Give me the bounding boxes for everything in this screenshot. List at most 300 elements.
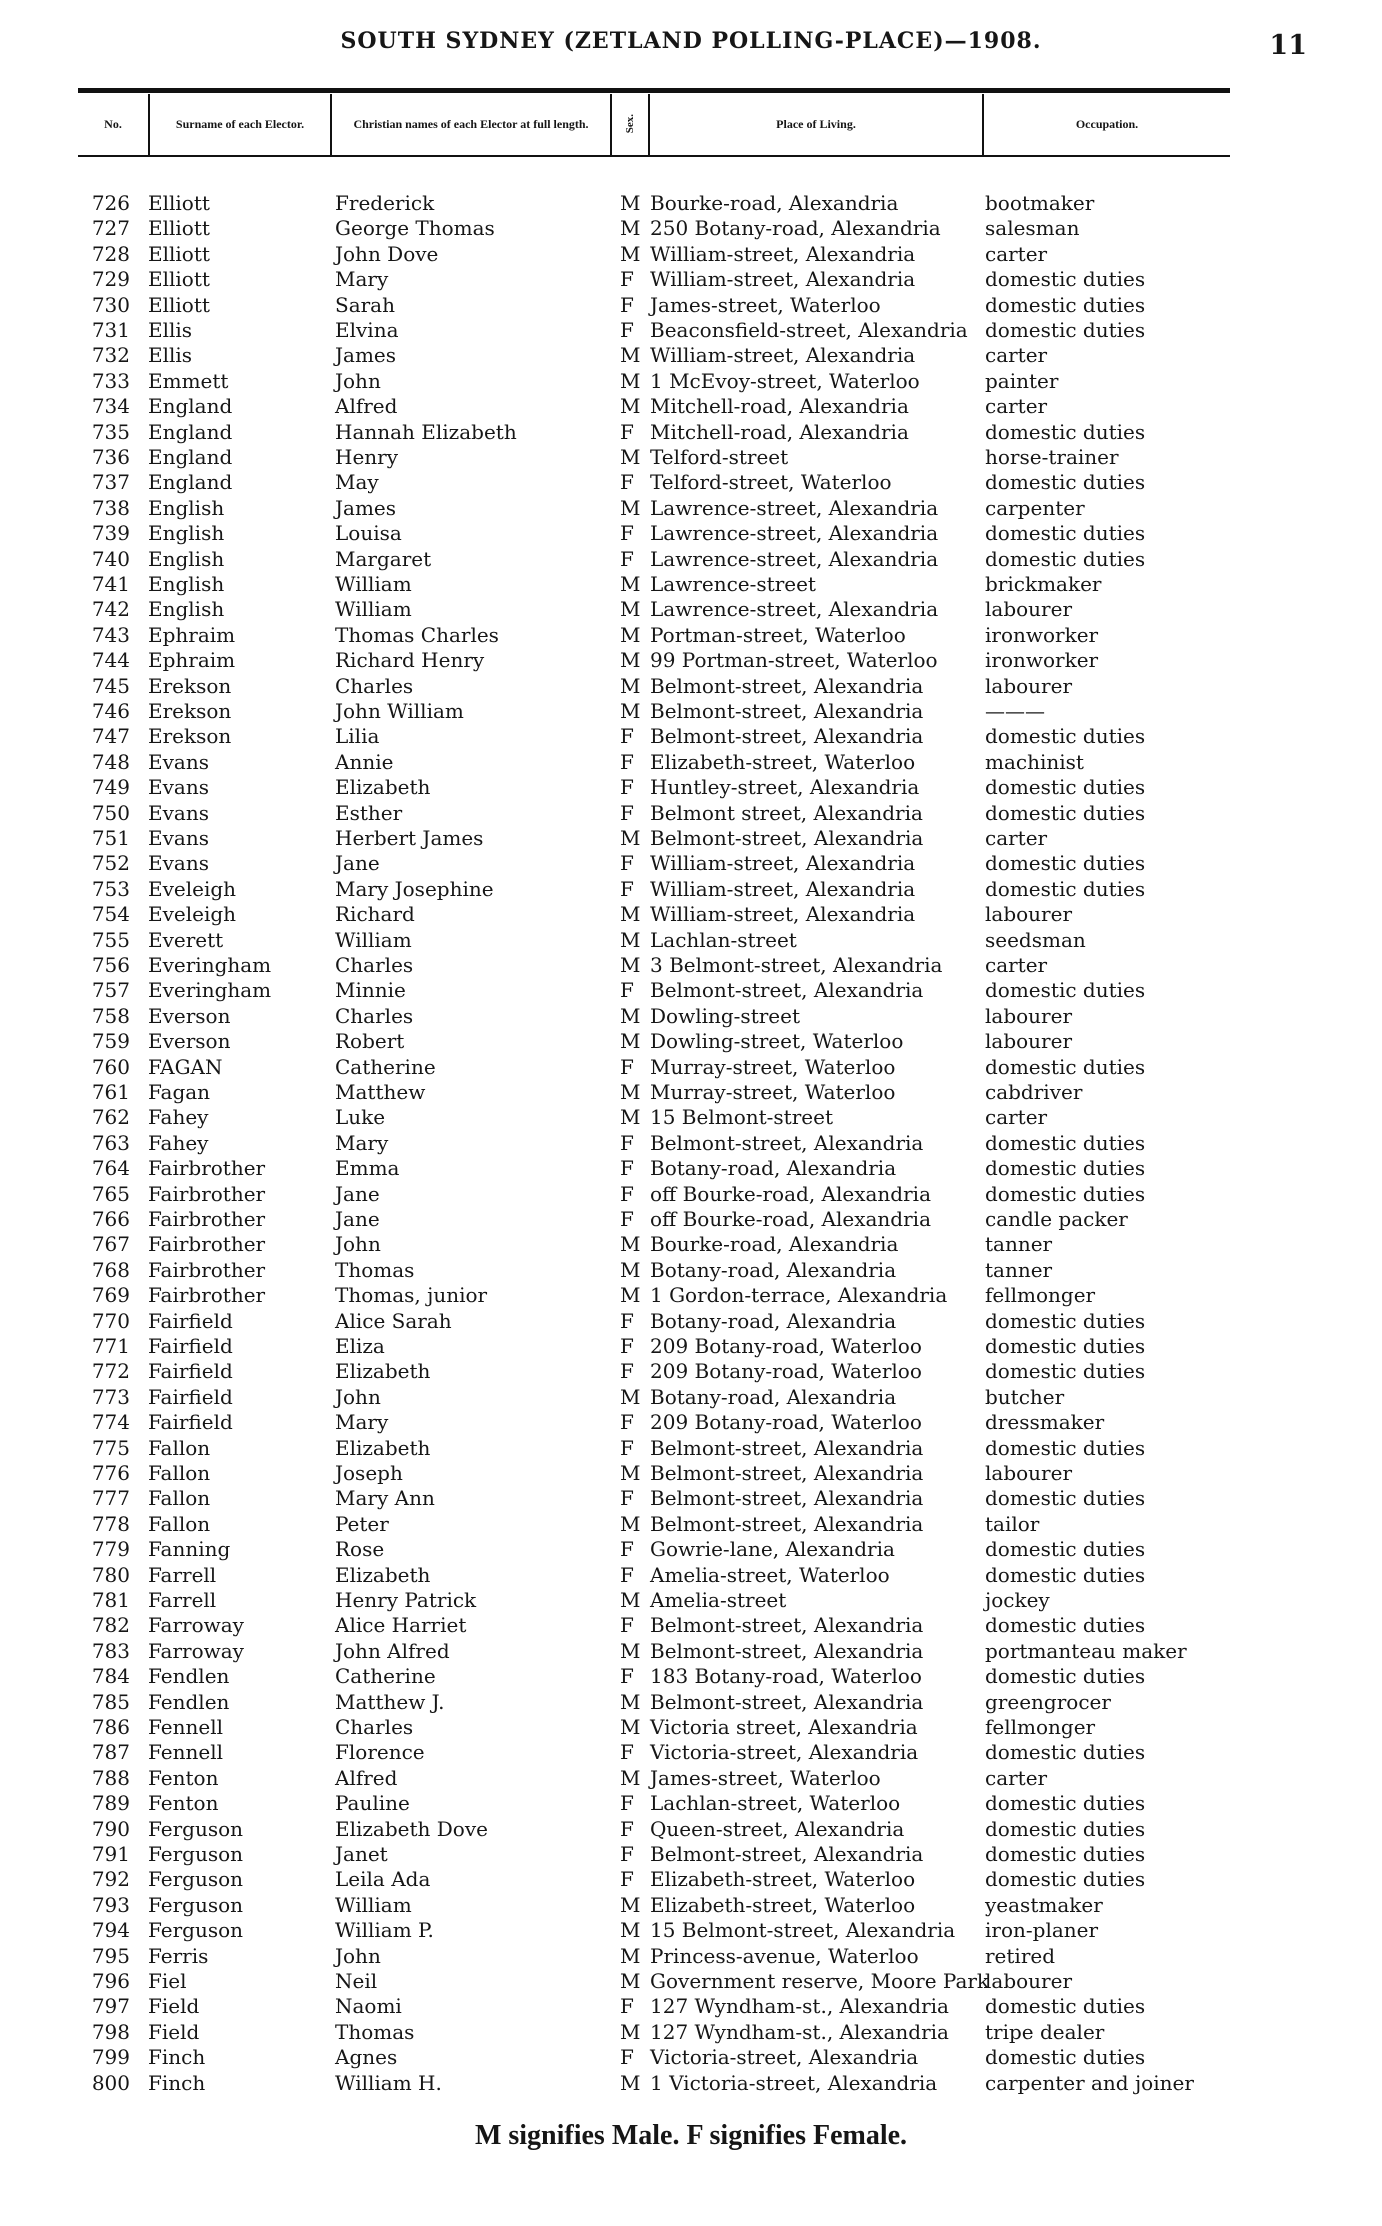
elector-sex: F	[620, 851, 634, 876]
elector-occupation: domestic duties	[985, 1994, 1146, 2019]
elector-place-of-living: Belmont-street, Alexandria	[650, 1435, 924, 1460]
elector-number: 739	[91, 521, 130, 546]
elector-christian-names: Richard	[335, 902, 415, 927]
elector-surname: Fallon	[148, 1461, 211, 1485]
elector-surname: Finch	[148, 2045, 206, 2070]
table-row	[0, 1893, 1382, 1918]
elector-occupation: domestic duties	[985, 1486, 1146, 1511]
elector-sex: F	[620, 267, 634, 292]
elector-place-of-living: Belmont-street, Alexandria	[650, 826, 924, 850]
elector-number: 788	[91, 1765, 130, 1790]
elector-number: 749	[91, 775, 130, 800]
column-header-christian-names: Christian names of each Elector at full length.	[353, 116, 589, 131]
elector-occupation: domestic duties	[985, 521, 1146, 546]
page-header	[0, 22, 1382, 62]
table-row	[0, 1258, 1382, 1283]
elector-place-of-living: Elizabeth-street, Waterloo	[650, 1867, 916, 1892]
elector-surname: Erekson	[148, 724, 232, 749]
elector-sex: M	[620, 1283, 641, 1308]
elector-number: 787	[91, 1740, 130, 1765]
elector-occupation: domestic duties	[985, 1181, 1146, 1206]
elector-surname: Fairbrother	[148, 1257, 266, 1282]
elector-occupation: carter	[985, 241, 1048, 266]
elector-occupation: candle packer	[985, 1207, 1128, 1231]
elector-surname: Elliott	[148, 241, 210, 266]
elector-sex: M	[620, 597, 641, 622]
elector-number: 791	[91, 1842, 130, 1866]
elector-place-of-living: Bourke-road, Alexandria	[650, 191, 899, 215]
elector-place-of-living: Lawrence-street, Alexandria	[650, 597, 939, 622]
elector-occupation: labourer	[985, 597, 1073, 622]
elector-sex: M	[620, 902, 641, 927]
elector-sex: M	[620, 1638, 641, 1663]
table-row	[0, 1613, 1382, 1638]
elector-christian-names: Louisa	[335, 521, 402, 546]
table-row	[0, 953, 1382, 978]
elector-place-of-living: William-street, Alexandria	[650, 267, 916, 292]
table-row	[0, 1334, 1382, 1359]
elector-number: 765	[91, 1181, 130, 1206]
elector-surname: Ferguson	[148, 1918, 244, 1943]
table-row	[0, 724, 1382, 749]
elector-occupation: jockey	[985, 1588, 1050, 1612]
elector-number: 755	[91, 927, 130, 952]
table-row	[0, 877, 1382, 902]
elector-place-of-living: William-street, Alexandria	[650, 241, 916, 266]
elector-place-of-living: 1 Victoria-street, Alexandria	[650, 2070, 938, 2095]
elector-surname: Fairfield	[148, 1308, 233, 1333]
table-row	[0, 1131, 1382, 1156]
elector-sex: F	[620, 1740, 634, 1765]
table-row	[0, 1029, 1382, 1054]
elector-sex: F	[620, 1816, 634, 1841]
elector-occupation: domestic duties	[985, 318, 1146, 342]
elector-christian-names: John	[335, 1943, 381, 1968]
elector-occupation: domestic duties	[985, 1435, 1146, 1460]
table-row	[0, 1410, 1382, 1435]
elector-occupation: tanner	[985, 1257, 1053, 1282]
elector-christian-names: Naomi	[335, 1994, 402, 2019]
elector-christian-names: Leila Ada	[335, 1867, 431, 1892]
table-row	[0, 928, 1382, 953]
elector-sex: M	[620, 953, 641, 977]
elector-occupation: domestic duties	[985, 800, 1146, 825]
elector-surname: English	[148, 521, 225, 546]
elector-number: 743	[91, 622, 130, 647]
elector-number: 759	[91, 1029, 130, 1054]
elector-place-of-living: Belmont-street, Alexandria	[650, 673, 924, 698]
elector-number: 770	[91, 1308, 130, 1333]
elector-surname: Fennell	[148, 1715, 224, 1739]
table-row	[0, 420, 1382, 445]
table-row	[0, 1156, 1382, 1181]
elector-number: 732	[91, 343, 130, 368]
table-row	[0, 343, 1382, 368]
elector-place-of-living: Belmont-street, Alexandria	[650, 978, 924, 1003]
elector-surname: England	[148, 470, 233, 495]
elector-number: 746	[91, 699, 130, 723]
elector-place-of-living: 183 Botany-road, Waterloo	[650, 1664, 922, 1689]
elector-christian-names: John	[335, 1384, 381, 1409]
table-row	[0, 1563, 1382, 1588]
elector-place-of-living: Belmont-street, Alexandria	[650, 1130, 924, 1155]
elector-occupation: domestic duties	[985, 851, 1146, 876]
elector-place-of-living: Telford-street	[650, 445, 789, 469]
elector-surname: English	[148, 597, 225, 622]
elector-occupation: domestic duties	[985, 1664, 1146, 1689]
elector-sex: M	[620, 1461, 641, 1485]
elector-surname: Finch	[148, 2070, 206, 2095]
elector-sex: F	[620, 1664, 634, 1689]
elector-christian-names: Catherine	[335, 1054, 436, 1079]
elector-number: 730	[91, 292, 130, 317]
elector-surname: Ferguson	[148, 1816, 244, 1841]
elector-number: 793	[91, 1892, 130, 1917]
table-row	[0, 826, 1382, 851]
elector-place-of-living: Beaconsfield-street, Alexandria	[650, 318, 968, 342]
elector-place-of-living: Queen-street, Alexandria	[650, 1816, 905, 1841]
elector-place-of-living: William-street, Alexandria	[650, 902, 916, 927]
table-row	[0, 623, 1382, 648]
elector-sex: M	[620, 445, 641, 469]
elector-sex: M	[620, 1384, 641, 1409]
elector-sex: F	[620, 1130, 634, 1155]
elector-place-of-living: Portman-street, Waterloo	[650, 622, 906, 647]
elector-christian-names: Mary	[335, 1410, 389, 1435]
table-row	[0, 445, 1382, 470]
elector-occupation: bootmaker	[985, 191, 1095, 215]
table-row	[0, 1842, 1382, 1867]
elector-number: 799	[91, 2045, 130, 2070]
table-row	[0, 648, 1382, 673]
table-row	[0, 1817, 1382, 1842]
elector-surname: Emmett	[148, 368, 229, 393]
elector-sex: M	[620, 241, 641, 266]
elector-occupation: carter	[985, 394, 1048, 419]
elector-surname: English	[148, 572, 225, 596]
elector-surname: Fallon	[148, 1435, 211, 1460]
elector-sex: F	[620, 1410, 634, 1435]
elector-place-of-living: Lachlan-street	[650, 927, 797, 952]
elector-christian-names: Neil	[335, 1969, 378, 1993]
elector-christian-names: Agnes	[335, 2045, 398, 2070]
elector-surname: Evans	[148, 851, 209, 876]
elector-occupation: yeastmaker	[985, 1892, 1103, 1917]
elector-occupation: domestic duties	[985, 2045, 1146, 2070]
elector-surname: Farroway	[148, 1638, 244, 1663]
elector-surname: Everingham	[148, 978, 272, 1003]
elector-christian-names: Charles	[335, 673, 414, 698]
table-row	[0, 902, 1382, 927]
elector-number: 758	[91, 1003, 130, 1028]
elector-place-of-living: Mitchell-road, Alexandria	[650, 394, 909, 419]
elector-number: 783	[91, 1638, 130, 1663]
elector-surname: Fairbrother	[148, 1283, 266, 1308]
elector-occupation: domestic duties	[985, 1308, 1146, 1333]
table-row	[0, 2071, 1382, 2096]
column-header-place-of-living: Place of Living.	[776, 116, 856, 131]
elector-occupation: domestic duties	[985, 470, 1146, 495]
elector-occupation: domestic duties	[985, 1562, 1146, 1587]
column-header-occupation: Occupation.	[1075, 116, 1139, 131]
elector-place-of-living: Victoria-street, Alexandria	[650, 2045, 919, 2070]
elector-sex: M	[620, 622, 641, 647]
elector-place-of-living: William-street, Alexandria	[650, 876, 916, 901]
elector-surname: Field	[148, 2019, 200, 2044]
table-row	[0, 572, 1382, 597]
elector-place-of-living: Dowling-street, Waterloo	[650, 1029, 904, 1054]
elector-number: 781	[91, 1588, 130, 1612]
table-row	[0, 1588, 1382, 1613]
elector-number: 751	[91, 826, 130, 850]
table-row	[0, 1766, 1382, 1791]
table-row	[0, 978, 1382, 1003]
elector-christian-names: Minnie	[335, 978, 406, 1003]
elector-number: 771	[91, 1334, 130, 1358]
elector-occupation: fellmonger	[985, 1715, 1096, 1739]
elector-place-of-living: Lawrence-street, Alexandria	[650, 546, 939, 571]
elector-place-of-living: Victoria-street, Alexandria	[650, 1740, 919, 1765]
elector-place-of-living: Belmont-street, Alexandria	[650, 1613, 924, 1638]
elector-sex: M	[620, 1588, 641, 1612]
elector-number: 733	[91, 368, 130, 393]
elector-surname: Fairbrother	[148, 1181, 266, 1206]
elector-number: 790	[91, 1816, 130, 1841]
elector-place-of-living: Lachlan-street, Waterloo	[650, 1791, 901, 1816]
elector-christian-names: Jane	[335, 851, 380, 876]
elector-number: 737	[91, 470, 130, 495]
elector-surname: English	[148, 546, 225, 571]
elector-sex: M	[620, 1689, 641, 1714]
elector-number: 745	[91, 673, 130, 698]
elector-number: 796	[91, 1969, 130, 1993]
elector-christian-names: George Thomas	[335, 216, 495, 241]
elector-sex: F	[620, 1435, 634, 1460]
elector-occupation: carter	[985, 1765, 1048, 1790]
elector-surname: Farroway	[148, 1613, 244, 1638]
elector-place-of-living: Belmont-street, Alexandria	[650, 724, 924, 749]
elector-number: 741	[91, 572, 130, 596]
elector-occupation: horse-trainer	[985, 445, 1119, 469]
elector-sex: M	[620, 1080, 641, 1104]
table-row	[0, 216, 1382, 241]
elector-number: 776	[91, 1461, 130, 1485]
elector-number: 797	[91, 1994, 130, 2019]
elector-occupation: labourer	[985, 1461, 1073, 1485]
elector-christian-names: John William	[335, 699, 464, 723]
table-row	[0, 1715, 1382, 1740]
elector-number: 742	[91, 597, 130, 622]
elector-place-of-living: Mitchell-road, Alexandria	[650, 419, 909, 444]
elector-christian-names: Henry	[335, 445, 399, 469]
elector-christian-names: Elvina	[335, 318, 399, 342]
elector-christian-names: Richard Henry	[335, 648, 485, 673]
elector-surname: Everson	[148, 1029, 231, 1054]
elector-sex: F	[620, 1613, 634, 1638]
elector-place-of-living: Elizabeth-street, Waterloo	[650, 749, 916, 774]
elector-place-of-living: off Bourke-road, Alexandria	[650, 1207, 931, 1231]
elector-number: 772	[91, 1359, 130, 1384]
table-row	[0, 1664, 1382, 1689]
elector-sex: F	[620, 470, 634, 495]
elector-surname: Fairbrother	[148, 1232, 266, 1257]
elector-surname: Ephraim	[148, 622, 236, 647]
page-number: 11	[1269, 30, 1307, 61]
elector-number: 764	[91, 1156, 130, 1181]
elector-christian-names: May	[335, 470, 379, 495]
elector-surname: Erekson	[148, 699, 232, 723]
elector-sex: M	[620, 1232, 641, 1257]
elector-sex: M	[620, 1918, 641, 1943]
elector-surname: Fairfield	[148, 1384, 233, 1409]
elector-sex: F	[620, 521, 634, 546]
elector-sex: M	[620, 1003, 641, 1028]
elector-number: 756	[91, 953, 130, 977]
elector-occupation: domestic duties	[985, 1867, 1146, 1892]
elector-christian-names: Thomas, junior	[335, 1283, 488, 1308]
elector-place-of-living: 3 Belmont-street, Alexandria	[650, 953, 943, 977]
elector-number: 782	[91, 1613, 130, 1638]
table-row	[0, 1994, 1382, 2019]
elector-surname: FAGAN	[148, 1054, 223, 1079]
elector-sex: M	[620, 495, 641, 520]
table-row	[0, 775, 1382, 800]
table-row	[0, 2020, 1382, 2045]
table-row	[0, 699, 1382, 724]
header-rule	[78, 88, 1230, 93]
elector-number: 800	[91, 2070, 130, 2095]
elector-surname: Field	[148, 1994, 200, 2019]
elector-christian-names: Hannah Elizabeth	[335, 419, 517, 444]
elector-sex: M	[620, 673, 641, 698]
elector-occupation: iron-planer	[985, 1918, 1099, 1943]
elector-place-of-living: Lawrence-street	[650, 572, 816, 596]
elector-christian-names: John	[335, 368, 381, 393]
elector-number: 794	[91, 1918, 130, 1943]
elector-surname: England	[148, 445, 233, 469]
table-row	[0, 191, 1382, 216]
header-bottom-rule	[78, 155, 1230, 157]
elector-surname: Fiel	[148, 1969, 187, 1993]
elector-place-of-living: Belmont street, Alexandria	[650, 800, 923, 825]
elector-sex: M	[620, 2070, 641, 2095]
elector-christian-names: Charles	[335, 953, 414, 977]
elector-occupation: domestic duties	[985, 978, 1146, 1003]
elector-number: 798	[91, 2019, 130, 2044]
elector-place-of-living: William-street, Alexandria	[650, 851, 916, 876]
elector-number: 784	[91, 1664, 130, 1689]
elector-occupation: domestic duties	[985, 546, 1146, 571]
elector-place-of-living: 15 Belmont-street, Alexandria	[650, 1918, 956, 1943]
elector-occupation: carpenter	[985, 495, 1085, 520]
elector-occupation: domestic duties	[985, 292, 1146, 317]
elector-sex: F	[620, 1308, 634, 1333]
elector-number: 767	[91, 1232, 130, 1257]
elector-surname: Ferguson	[148, 1892, 244, 1917]
table-row	[0, 1461, 1382, 1486]
elector-sex: M	[620, 1943, 641, 1968]
table-row	[0, 801, 1382, 826]
elector-christian-names: Alfred	[335, 1765, 398, 1790]
elector-place-of-living: Belmont-street, Alexandria	[650, 1486, 924, 1511]
elector-place-of-living: Elizabeth-street, Waterloo	[650, 1892, 916, 1917]
elector-christian-names: Thomas Charles	[335, 622, 499, 647]
elector-place-of-living: 209 Botany-road, Waterloo	[650, 1334, 922, 1358]
elector-place-of-living: 99 Portman-street, Waterloo	[650, 648, 938, 673]
elector-christian-names: William	[335, 1892, 412, 1917]
elector-surname: Elliott	[148, 292, 210, 317]
elector-occupation: painter	[985, 368, 1059, 393]
elector-christian-names: Annie	[335, 749, 394, 774]
elector-christian-names: William	[335, 572, 412, 596]
table-row	[0, 496, 1382, 521]
elector-occupation: domestic duties	[985, 1613, 1146, 1638]
elector-christian-names: Emma	[335, 1156, 400, 1181]
elector-occupation: domestic duties	[985, 1130, 1146, 1155]
elector-sex: F	[620, 724, 634, 749]
elector-christian-names: Elizabeth	[335, 1435, 431, 1460]
elector-christian-names: Robert	[335, 1029, 405, 1054]
elector-sex: F	[620, 2045, 634, 2070]
elector-sex: F	[620, 1181, 634, 1206]
elector-place-of-living: 209 Botany-road, Waterloo	[650, 1359, 922, 1384]
elector-christian-names: Elizabeth	[335, 1359, 431, 1384]
elector-place-of-living: Murray-street, Waterloo	[650, 1054, 896, 1079]
elector-place-of-living: Government reserve, Moore Park	[650, 1969, 990, 1993]
elector-christian-names: Joseph	[335, 1461, 403, 1485]
elector-christian-names: Frederick	[335, 191, 435, 215]
elector-surname: Evans	[148, 826, 209, 850]
elector-number: 777	[91, 1486, 130, 1511]
elector-place-of-living: Bourke-road, Alexandria	[650, 1232, 899, 1257]
table-row	[0, 1867, 1382, 1892]
table-row	[0, 1537, 1382, 1562]
elector-sex: M	[620, 699, 641, 723]
elector-christian-names: John Dove	[335, 241, 439, 266]
elector-number: 779	[91, 1537, 130, 1562]
elector-christian-names: Alice Sarah	[335, 1308, 452, 1333]
elector-sex: M	[620, 1715, 641, 1739]
elector-place-of-living: Gowrie-lane, Alexandria	[650, 1537, 895, 1562]
elector-number: 780	[91, 1562, 130, 1587]
elector-christian-names: Janet	[335, 1842, 388, 1866]
elector-number: 763	[91, 1130, 130, 1155]
elector-christian-names: Mary	[335, 267, 389, 292]
elector-sex: F	[620, 1359, 634, 1384]
elector-place-of-living: Amelia-street, Waterloo	[650, 1562, 890, 1587]
elector-sex: M	[620, 1892, 641, 1917]
table-row	[0, 1969, 1382, 1994]
table-row	[0, 851, 1382, 876]
elector-occupation: butcher	[985, 1384, 1065, 1409]
elector-sex: M	[620, 648, 641, 673]
table-row	[0, 750, 1382, 775]
column-header-no: No.	[104, 116, 122, 131]
elector-number: 769	[91, 1283, 130, 1308]
elector-surname: Ferguson	[148, 1867, 244, 1892]
elector-place-of-living: Lawrence-street, Alexandria	[650, 521, 939, 546]
elector-christian-names: Elizabeth	[335, 1562, 431, 1587]
elector-place-of-living: Botany-road, Alexandria	[650, 1156, 897, 1181]
elector-surname: Erekson	[148, 673, 232, 698]
table-row	[0, 1309, 1382, 1334]
elector-christian-names: Herbert James	[335, 826, 484, 850]
elector-occupation: labourer	[985, 673, 1073, 698]
elector-occupation: tripe dealer	[985, 2019, 1105, 2044]
table-row	[0, 547, 1382, 572]
elector-sex: M	[620, 826, 641, 850]
elector-place-of-living: Belmont-street, Alexandria	[650, 1461, 924, 1485]
